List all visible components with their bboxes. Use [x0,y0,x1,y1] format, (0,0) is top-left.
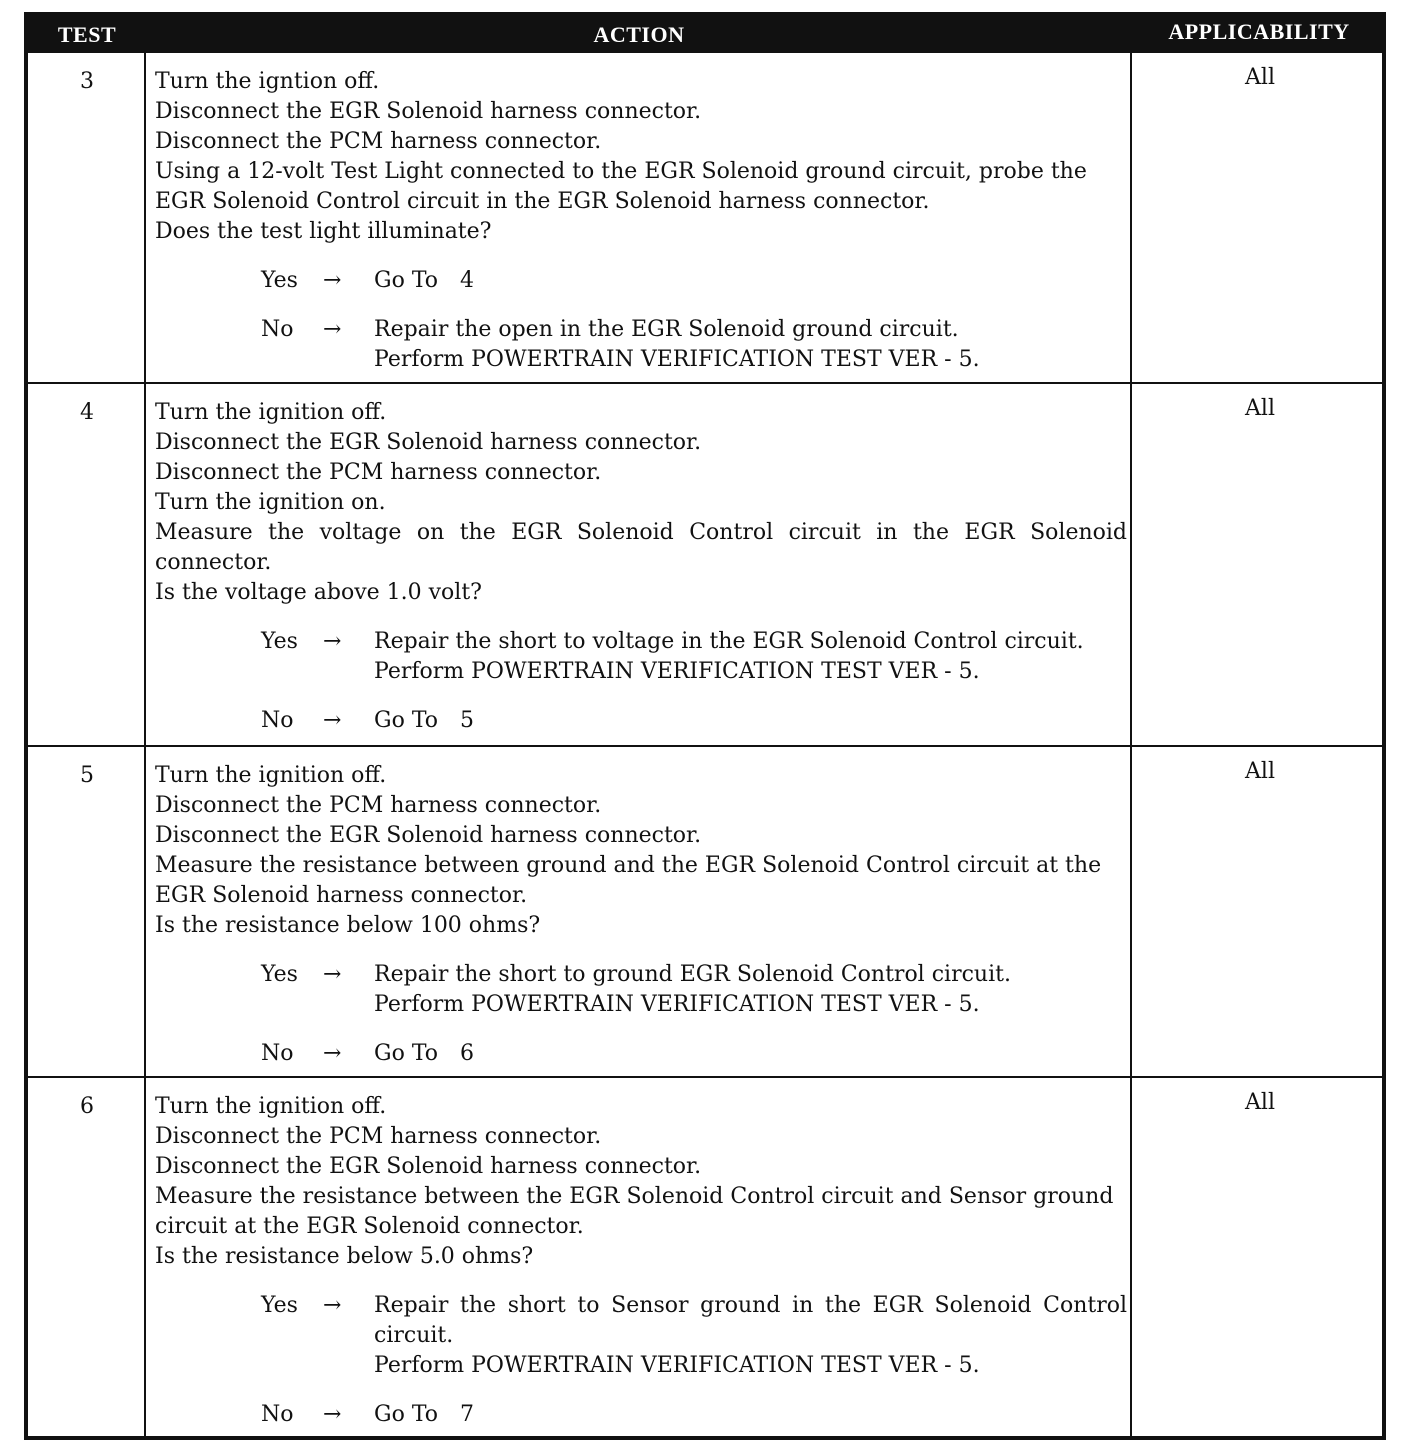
action-cell [155,1092,1127,1430]
yes-label: Yes [261,1293,298,1318]
test-number: 3 [80,69,94,94]
header-applicability: APPLICABILITY [1168,19,1350,44]
action-step: EGR Solenoid harness connector. [155,883,528,908]
applicability-value: All [1245,759,1275,784]
branch-text: Repair the open in the EGR Solenoid ground circuit. [374,317,959,342]
test-number: 5 [80,763,94,788]
arrow-right-icon: → [323,268,342,293]
branch-destination [374,315,1127,375]
action-cell [155,398,1127,736]
goto-label: Go To [374,1041,439,1066]
action-step: Measure the resistance between the EGR Solenoid Control circuit and Sensor ground [155,1184,1114,1209]
branch-destination [374,706,1127,736]
branch-destination [374,627,1127,687]
table-row [28,384,1382,746]
table-header [28,16,1382,53]
action-step: Is the resistance below 100 ohms? [155,913,541,938]
action-step: connector. [155,550,272,575]
goto-label: Go To [374,1402,439,1427]
action-step: Disconnect the PCM harness connector. [155,793,602,818]
header-action: ACTION [593,22,685,47]
table-row [28,747,1382,1077]
branch-text: Perform POWERTRAIN VERIFICATION TEST VER - 5. [374,992,980,1017]
action-step: Turn the ignition on. [155,490,386,515]
action-step: circuit at the EGR Solenoid connector. [155,1214,584,1239]
action-step: Turn the ignition off. [155,400,387,425]
goto-line [374,1039,1127,1069]
header-test: TEST [57,22,117,47]
no-branch [155,315,1127,375]
branch-text: Repair the short to ground EGR Solenoid Control circuit. [374,962,1011,987]
no-branch [155,1400,1127,1430]
yes-branch [155,1291,1127,1381]
action-step: EGR Solenoid Control circuit in the EGR Solenoid harness connector. [155,189,930,214]
action-step: Disconnect the PCM harness connector. [155,460,602,485]
branch-text: Perform POWERTRAIN VERIFICATION TEST VER - 5. [374,1353,980,1378]
action-step: Does the test light illuminate? [155,219,492,244]
diagnostic-test-table [24,12,1386,1440]
table-row [28,53,1382,383]
action-step: Disconnect the EGR Solenoid harness connector. [155,430,702,455]
arrow-right-icon: → [323,1293,342,1318]
branch-destination [374,960,1127,1020]
yes-label: Yes [261,962,298,987]
applicability-value: All [1245,396,1275,421]
arrow-right-icon: → [323,1402,342,1427]
arrow-right-icon: → [323,317,342,342]
arrow-right-icon: → [323,708,342,733]
action-step: Disconnect the PCM harness connector. [155,1124,602,1149]
test-number: 6 [80,1094,94,1119]
action-cell [155,67,1127,375]
no-branch [155,1039,1127,1069]
test-number: 4 [80,400,94,425]
action-step: Measure the resistance between ground and the EGR Solenoid Control circuit at the [155,853,1102,878]
no-label: No [261,317,294,342]
goto-number: 4 [460,268,475,293]
branch-text: Perform POWERTRAIN VERIFICATION TEST VER - 5. [374,347,980,372]
branch-text: Repair the short to voltage in the EGR Solenoid Control circuit. [374,629,1084,654]
arrow-right-icon: → [323,1041,342,1066]
no-branch [155,706,1127,736]
no-label: No [261,1041,294,1066]
no-label: No [261,1402,294,1427]
goto-line [374,266,1127,296]
branch-destination [374,1400,1127,1430]
branch-destination [374,1039,1127,1069]
action-step: Turn the igntion off. [155,69,380,94]
applicability-value: All [1245,1090,1275,1115]
action-step: Is the voltage above 1.0 volt? [155,580,482,605]
table-row [28,1078,1382,1440]
goto-line [374,706,1127,736]
arrow-right-icon: → [323,629,342,654]
goto-label: Go To [374,708,439,733]
branch-text: circuit. [374,1323,454,1348]
branch-destination [374,266,1127,296]
goto-number: 6 [460,1041,475,1066]
action-step: Measure the voltage on the EGR Solenoid Control circuit in the EGR Solenoid [155,520,1127,545]
no-label: No [261,708,294,733]
goto-label: Go To [374,268,439,293]
branch-destination [374,1291,1127,1381]
action-step: Disconnect the EGR Solenoid harness connector. [155,823,702,848]
branch-text: Repair the short to Sensor ground in the EGR Solenoid Control [374,1293,1127,1318]
yes-branch [155,627,1127,687]
action-step: Is the resistance below 5.0 ohms? [155,1244,534,1269]
goto-number: 7 [460,1402,475,1427]
action-step: Disconnect the PCM harness connector. [155,129,602,154]
goto-line [374,1400,1127,1430]
action-step: Using a 12-volt Test Light connected to the EGR Solenoid ground circuit, probe the [155,159,1087,184]
yes-branch [155,960,1127,1020]
arrow-right-icon: → [323,962,342,987]
branch-text: Perform POWERTRAIN VERIFICATION TEST VER - 5. [374,659,980,684]
action-step: Turn the ignition off. [155,1094,387,1119]
yes-label: Yes [261,268,298,293]
action-step: Disconnect the EGR Solenoid harness connector. [155,1154,702,1179]
action-step: Turn the ignition off. [155,763,387,788]
action-cell [155,761,1127,1069]
action-step: Disconnect the EGR Solenoid harness connector. [155,99,702,124]
yes-label: Yes [261,629,298,654]
yes-branch [155,266,1127,296]
applicability-value: All [1245,65,1275,90]
goto-number: 5 [460,708,475,733]
